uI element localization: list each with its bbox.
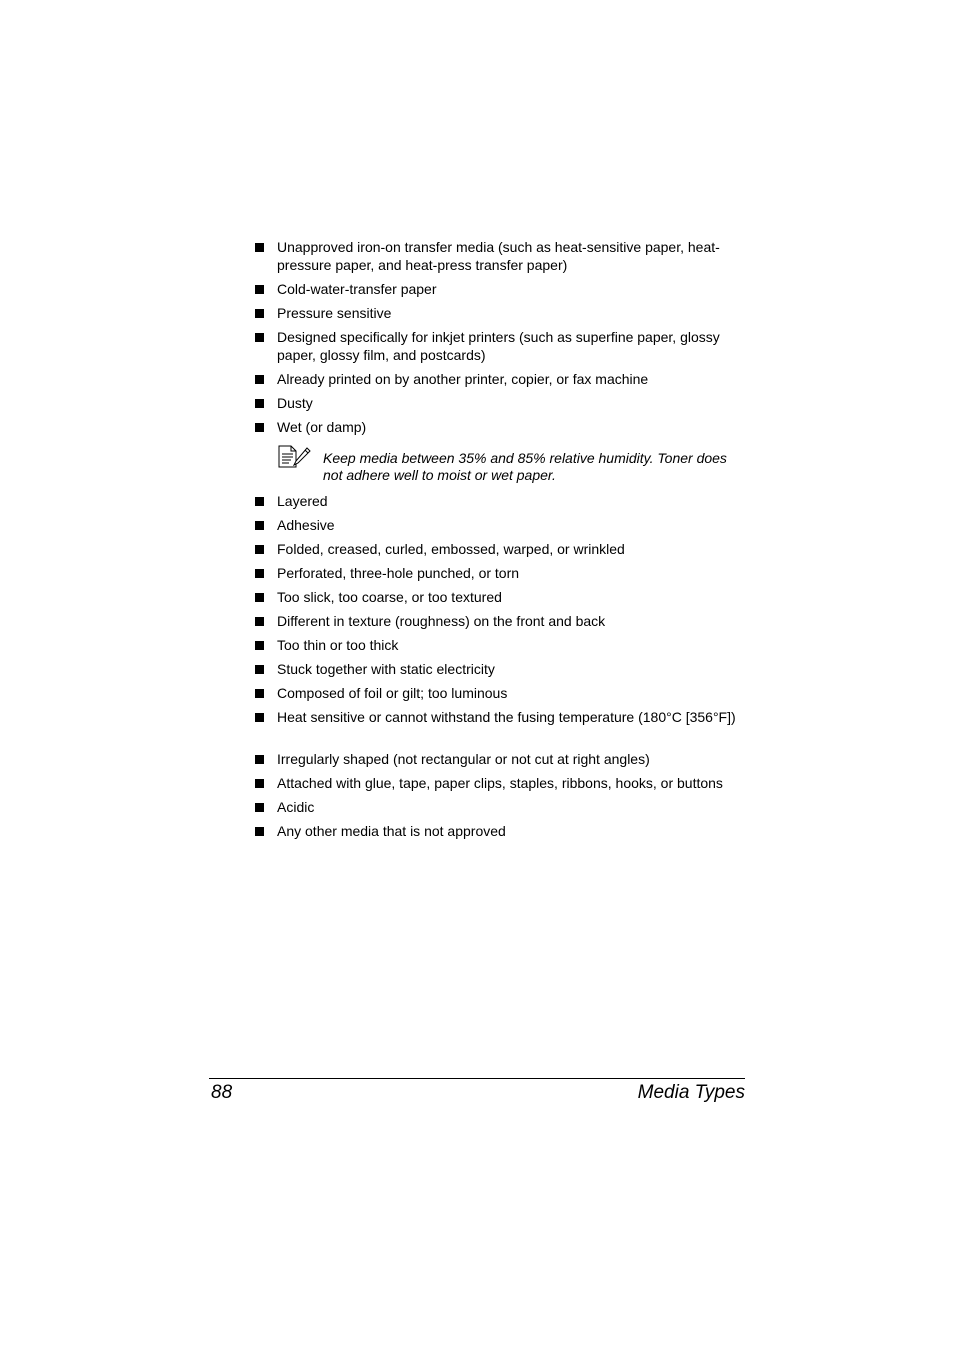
list-item-text: Any other media that is not approved: [277, 823, 506, 839]
list-item-text: Perforated, three-hole punched, or torn: [277, 565, 520, 581]
list-item-text: Already printed on by another printer, copier, or fax machine: [277, 371, 649, 387]
list-item: [277, 418, 747, 436]
list-item: [277, 588, 747, 606]
list-item: [277, 280, 747, 298]
square-bullet-icon: [255, 689, 264, 698]
list-item: [277, 394, 747, 412]
square-bullet-icon: [255, 545, 264, 554]
list-item: [277, 540, 747, 558]
list-item: [277, 684, 747, 702]
square-bullet-icon: [255, 285, 264, 294]
square-bullet-icon: [255, 665, 264, 674]
list-item-text: Too slick, too coarse, or too textured: [277, 589, 502, 605]
square-bullet-icon: [255, 779, 264, 788]
list-item-text: Acidic: [277, 799, 315, 815]
square-bullet-icon: [255, 333, 264, 342]
list-item-text: Composed of foil or gilt; too luminous: [277, 685, 508, 701]
list-item: [277, 238, 747, 274]
list-item: [277, 822, 747, 840]
list-item-text: Cold-water-transfer paper: [277, 281, 437, 297]
list-item-text: Layered: [277, 493, 328, 509]
square-bullet-icon: [255, 593, 264, 602]
list-item-text: Adhesive: [277, 517, 335, 533]
list-item-text: Dusty: [277, 395, 313, 411]
square-bullet-icon: [255, 641, 264, 650]
list-item-text: Stuck together with static electricity: [277, 661, 495, 677]
list-item-text: Wet (or damp): [277, 419, 367, 435]
list-item: [277, 798, 747, 816]
square-bullet-icon: [255, 243, 264, 252]
list-item-text: Designed specifically for inkjet printers (such as superfine paper, glossy paper, glossy film, and postcards): [277, 329, 720, 363]
list-item: [277, 370, 747, 388]
square-bullet-icon: [255, 755, 264, 764]
square-bullet-icon: [255, 399, 264, 408]
square-bullet-icon: [255, 375, 264, 384]
list-item: [277, 774, 747, 792]
square-bullet-icon: [255, 617, 264, 626]
list-item-text: Pressure sensitive: [277, 305, 392, 321]
list-item: [277, 328, 747, 364]
humidity-note: [277, 445, 747, 489]
page-number: 88: [211, 1082, 233, 1103]
list-item: [277, 660, 747, 678]
list-item: [277, 564, 747, 582]
list-item-text: Heat sensitive or cannot withstand the fusing temperature (180°C [356°F]): [277, 709, 736, 725]
list-item: [277, 612, 747, 630]
list-item-text: Too thin or too thick: [277, 637, 399, 653]
square-bullet-icon: [255, 497, 264, 506]
list-item: [277, 492, 747, 510]
square-bullet-icon: [255, 569, 264, 578]
list-item: [277, 750, 747, 768]
square-bullet-icon: [255, 827, 264, 836]
list-item: [277, 708, 747, 726]
footer-section-title: Media Types: [637, 1082, 745, 1103]
square-bullet-icon: [255, 713, 264, 722]
list-item-text: Irregularly shaped (not rectangular or not cut at right angles): [277, 751, 650, 767]
square-bullet-icon: [255, 309, 264, 318]
list-item: [277, 636, 747, 654]
square-bullet-icon: [255, 521, 264, 530]
list-item-text: Attached with glue, tape, paper clips, staples, ribbons, hooks, or buttons: [277, 775, 723, 791]
note-text: Keep media between 35% and 85% relative humidity. Toner does not adhere well to moist or wet paper.: [323, 450, 727, 483]
list-item-text: Unapproved iron-on transfer media (such as heat-sensitive paper, heat-pressure paper, and heat-press transfer paper): [277, 239, 720, 273]
list-item: [277, 516, 747, 534]
square-bullet-icon: [255, 803, 264, 812]
footer-rule: [209, 1078, 745, 1079]
list-item: [277, 304, 747, 322]
list-item-text: Folded, creased, curled, embossed, warped, or wrinkled: [277, 541, 625, 557]
list-item-text: Different in texture (roughness) on the front and back: [277, 613, 606, 629]
square-bullet-icon: [255, 423, 264, 432]
note-pencil-icon: [277, 445, 313, 469]
